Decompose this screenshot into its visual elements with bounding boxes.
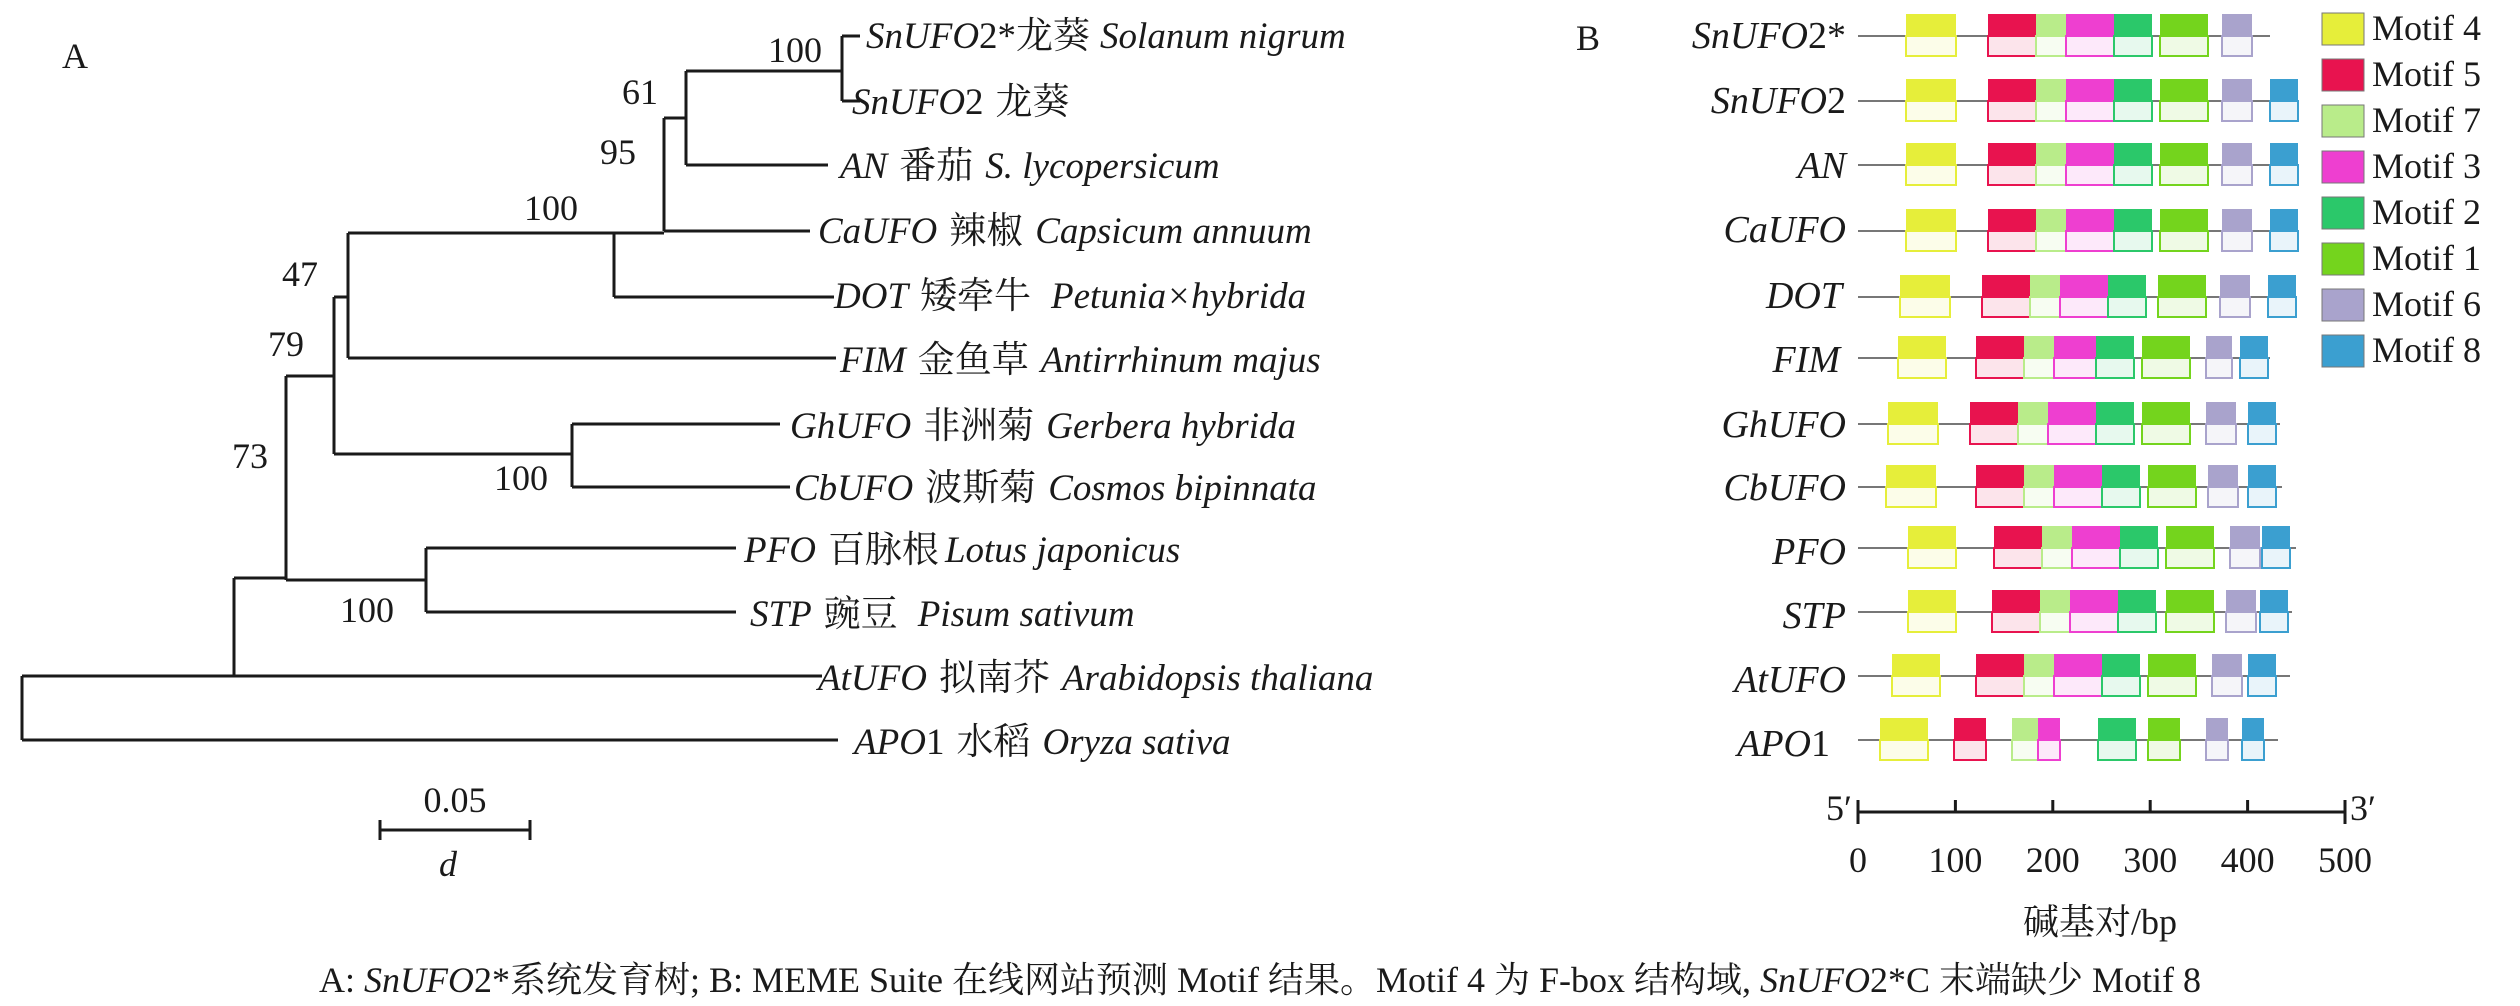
motif-4-shade [1906, 101, 1956, 121]
motif-7-shade [2030, 297, 2060, 317]
motif-2-shade [2120, 548, 2158, 568]
motif-7-shade [2036, 165, 2066, 185]
motif-3-block [2066, 209, 2114, 231]
leaf-label-apo1: APO1 水稻 Oryza sativa [854, 722, 1231, 763]
legend-label: Motif 6 [2372, 284, 2482, 324]
motif-row-label: CaUFO [1723, 209, 1846, 251]
motif-5-block [1976, 336, 2024, 358]
panel-a-label: A [62, 36, 88, 76]
motif-2-shade [2114, 231, 2152, 251]
motif-4-block [1898, 336, 1946, 358]
motif-8-shade [2248, 487, 2276, 507]
motif-1-block [2160, 79, 2208, 101]
leaf-label-snufo2-star: SnUFO2*龙葵 Solanum nigrum [866, 16, 1346, 57]
motif-7-shade [2042, 548, 2072, 568]
motif-7-shade [2012, 740, 2038, 760]
motif-7-block [2036, 209, 2066, 231]
motif-7-block [2040, 590, 2070, 612]
motif-6-shade [2230, 548, 2260, 568]
motif-6-shade [2222, 165, 2252, 185]
motif-6-block [2222, 209, 2252, 231]
motif-3-shade [2054, 676, 2102, 696]
figure-caption: A: SnUFO2*系统发育树; B: MEME Suite 在线网站预测 Motif 结果。Motif 4 为 F-box 结构域, SnUFO2*C 末端缺少 Motif 8 [318, 960, 2202, 1000]
motif-2-shade [2118, 612, 2156, 632]
motif-4-shade [1908, 548, 1956, 568]
leaf-label-cbufo: CbUFO 波斯菊 Cosmos bipinnata [794, 468, 1317, 509]
motif-row-label: PFO [1772, 531, 1846, 573]
motif-7-block [2042, 526, 2072, 548]
motif-7-block [2024, 465, 2054, 487]
motif-8-shade [2268, 297, 2296, 317]
motif-4-shade [1886, 487, 1936, 507]
motif-6-shade [2222, 101, 2252, 121]
motif-6-block [2222, 143, 2252, 165]
bootstrap-label: 100 [494, 458, 548, 498]
motif-6-block [2212, 654, 2242, 676]
motif-row [1858, 336, 2270, 378]
motif-7-shade [2024, 487, 2054, 507]
motif-6-shade [2212, 676, 2242, 696]
motif-5-block [1954, 718, 1986, 740]
motif-4-block [1908, 590, 1956, 612]
motif-1-shade [2166, 612, 2214, 632]
leaf-label-snufo2: SnUFO2 龙葵 [852, 82, 1070, 123]
motif-2-shade [2098, 740, 2136, 760]
motif-rows [1858, 14, 2298, 760]
motif-3-shade [2038, 740, 2060, 760]
motif-5-shade [1988, 101, 2036, 121]
motif-6-block [2206, 402, 2236, 424]
motif-4-shade [1898, 358, 1946, 378]
motif-row [1858, 718, 2278, 760]
motif-4-shade [1906, 231, 1956, 251]
motif-row [1858, 79, 2298, 121]
motif-8-block [2268, 275, 2296, 297]
leaf-label-stp: STP 豌豆 Pisum sativum [750, 594, 1135, 635]
motif-6-shade [2206, 740, 2228, 760]
motif-7-block [2024, 654, 2054, 676]
leaf-labels [743, 15, 1373, 763]
leaf-label-dot: DOT 矮牵牛 Petunia×hybrida [834, 276, 1307, 317]
motif-5-shade [1982, 297, 2030, 317]
scale-bar-value: 0.05 [423, 780, 487, 820]
motif-5-shade [1994, 548, 2042, 568]
motif-row [1858, 143, 2298, 185]
motif-2-block [2102, 654, 2140, 676]
motif-3-shade [2060, 297, 2108, 317]
bootstrap-values [232, 30, 822, 630]
motif-1-shade [2160, 231, 2208, 251]
motif-row [1858, 14, 2270, 56]
motif-5-block [1988, 14, 2036, 36]
motif-5-shade [1992, 612, 2040, 632]
bp-axis [1826, 788, 2376, 942]
motif-row [1858, 209, 2298, 251]
motif-8-block [2242, 718, 2264, 740]
motif-2-shade [2096, 424, 2134, 444]
motif-3-shade [2066, 165, 2114, 185]
motif-5-block [1982, 275, 2030, 297]
motif-6-block [2206, 336, 2232, 358]
branch-dot [614, 233, 834, 297]
motif-1-shade [2160, 165, 2208, 185]
motif-2-shade [2114, 101, 2152, 121]
legend-swatch-motif-4 [2322, 13, 2364, 45]
motif-3-block [2072, 526, 2120, 548]
axis-end-left: 5′ [1826, 788, 1852, 828]
motif-2-block [2096, 336, 2134, 358]
motif-1-shade [2142, 424, 2190, 444]
motif-8-shade [2260, 612, 2288, 632]
motif-3-shade [2066, 231, 2114, 251]
motif-1-block [2160, 209, 2208, 231]
motif-7-shade [2036, 36, 2066, 56]
motif-6-shade [2206, 358, 2232, 378]
motif-3-block [2054, 654, 2102, 676]
motif-row-label: APO1 [1737, 723, 1830, 765]
tree-branches [22, 36, 860, 740]
motif-row [1858, 465, 2282, 507]
motif-4-shade [1906, 165, 1956, 185]
motif-8-block [2248, 465, 2276, 487]
leaf-label-an: AN 番茄 S. lycopersicum [840, 146, 1220, 187]
motif-3-block [2054, 336, 2096, 358]
motif-8-shade [2248, 424, 2276, 444]
motif-row [1858, 402, 2280, 444]
motif-1-shade [2166, 548, 2214, 568]
motif-5-shade [1954, 740, 1986, 760]
motif-8-shade [2270, 231, 2298, 251]
motif-1-shade [2160, 36, 2208, 56]
legend-swatch-motif-3 [2322, 151, 2364, 183]
motif-8-shade [2242, 740, 2264, 760]
motif-8-block [2248, 654, 2276, 676]
branch-node79 [334, 297, 572, 454]
motif-6-shade [2220, 297, 2250, 317]
motif-3-block [2070, 590, 2118, 612]
legend-label: Motif 7 [2372, 100, 2482, 140]
motif-4-block [1892, 654, 1940, 676]
bootstrap-label: 79 [268, 324, 304, 364]
legend-swatch-motif-6 [2322, 289, 2364, 321]
motif-1-block [2148, 718, 2180, 740]
motif-5-block [1988, 143, 2036, 165]
motif-7-block [2036, 14, 2066, 36]
motif-5-block [1976, 654, 2024, 676]
motif-2-block [2114, 143, 2152, 165]
motif-5-shade [1988, 165, 2036, 185]
motif-row [1858, 590, 2292, 632]
branch-asteraceae [572, 424, 790, 487]
panel-b-label: B [1576, 18, 1601, 58]
motif-8-block [2270, 209, 2298, 231]
legend-label: Motif 4 [2372, 8, 2482, 48]
leaf-label-pfo: PFO 百脉根 Lotus japonicus [744, 530, 1181, 571]
legend-label: Motif 3 [2372, 146, 2482, 186]
motif-8-block [2240, 336, 2268, 358]
motif-3-shade [2054, 487, 2102, 507]
motif-2-block [2118, 590, 2156, 612]
motif-1-block [2166, 590, 2214, 612]
bootstrap-label: 47 [282, 254, 318, 294]
motif-6-shade [2208, 487, 2238, 507]
motif-3-shade [2054, 358, 2096, 378]
motif-6-block [2222, 79, 2252, 101]
motif-2-block [2114, 14, 2152, 36]
motif-4-block [1906, 143, 1956, 165]
motif-1-shade [2158, 297, 2206, 317]
motif-row [1858, 654, 2290, 696]
motif-5-shade [1976, 358, 2024, 378]
motif-row-label: SnUFO2* [1691, 15, 1846, 57]
axis-line [1858, 800, 2345, 824]
bootstrap-label: 95 [600, 132, 636, 172]
motif-2-block [2120, 526, 2158, 548]
motif-3-shade [2066, 101, 2114, 121]
motif-8-shade [2240, 358, 2268, 378]
motif-2-block [2102, 465, 2140, 487]
branch-atufo [234, 578, 822, 676]
motif-1-block [2160, 143, 2208, 165]
branch-node73 [286, 376, 426, 580]
motif-4-shade [1888, 424, 1938, 444]
motif-row-labels [1692, 15, 1849, 765]
motif-row-label: FIM [1772, 339, 1840, 381]
motif-4-shade [1880, 740, 1928, 760]
legend-label: Motif 1 [2372, 238, 2482, 278]
motif-7-shade [2036, 101, 2066, 121]
motif-3-block [2066, 79, 2114, 101]
motif-7-shade [2024, 358, 2054, 378]
motif-6-block [2220, 275, 2250, 297]
motif-2-shade [2102, 676, 2140, 696]
leaf-label-fim: FIM 金鱼草 Antirrhinum majus [840, 340, 1321, 381]
scale-bar [380, 780, 530, 884]
motif-4-shade [1892, 676, 1940, 696]
motif-4-shade [1908, 612, 1956, 632]
motif-4-block [1908, 526, 1956, 548]
motif-1-block [2158, 275, 2206, 297]
motif-3-block [2054, 465, 2102, 487]
motif-row-label: SnUFO2 [1710, 80, 1846, 122]
motif-4-block [1906, 79, 1956, 101]
motif-1-shade [2142, 358, 2190, 378]
motif-8-block [2270, 143, 2298, 165]
motif-7-shade [2024, 676, 2054, 696]
motif-8-block [2248, 402, 2276, 424]
motif-4-shade [1906, 36, 1956, 56]
motif-3-block [2066, 143, 2114, 165]
legend-label: Motif 2 [2372, 192, 2482, 232]
scale-bar-line [380, 820, 530, 840]
motif-5-block [1992, 590, 2040, 612]
motif-1-block [2166, 526, 2214, 548]
motif-8-shade [2270, 165, 2298, 185]
leaf-label-caufo: CaUFO 辣椒 Capsicum annuum [818, 211, 1312, 252]
bootstrap-label: 100 [524, 188, 578, 228]
motif-legend [2322, 8, 2481, 370]
motif-row-label: STP [1782, 595, 1846, 637]
motif-7-block [2024, 336, 2054, 358]
motif-2-block [2098, 718, 2136, 740]
scale-bar-unit: d [439, 844, 457, 884]
motif-2-block [2108, 275, 2146, 297]
motif-3-shade [2070, 612, 2118, 632]
motif-row [1858, 275, 2296, 317]
motif-row [1858, 526, 2296, 568]
axis-end-right: 3′ [2350, 788, 2376, 828]
motif-1-block [2142, 402, 2190, 424]
motif-5-block [1970, 402, 2018, 424]
motif-5-block [1976, 465, 2024, 487]
motif-3-block [2066, 14, 2114, 36]
motif-8-block [2260, 590, 2288, 612]
legend-swatch-motif-5 [2322, 59, 2364, 91]
legend-label: Motif 8 [2372, 330, 2482, 370]
motif-3-block [2038, 718, 2060, 740]
motif-8-block [2270, 79, 2298, 101]
bootstrap-label: 73 [232, 436, 268, 476]
axis-title: 碱基对/bp [2022, 902, 2178, 942]
motif-3-shade [2072, 548, 2120, 568]
motif-2-shade [2108, 297, 2146, 317]
motif-6-block [2226, 590, 2256, 612]
legend-swatch-motif-1 [2322, 243, 2364, 275]
bootstrap-label: 100 [340, 590, 394, 630]
motif-2-block [2114, 79, 2152, 101]
motif-2-block [2096, 402, 2134, 424]
motif-6-shade [2206, 424, 2236, 444]
motif-6-shade [2222, 231, 2252, 251]
branch-fabaceae [426, 548, 736, 612]
motif-row-label: AtUFO [1734, 659, 1846, 701]
motif-5-block [1994, 526, 2042, 548]
axis-tick-label: 100 [1928, 840, 1983, 880]
motif-7-shade [2040, 612, 2070, 632]
motif-7-shade [2036, 231, 2066, 251]
motif-7-block [2012, 718, 2038, 740]
motif-8-shade [2270, 101, 2298, 121]
motif-8-shade [2262, 548, 2290, 568]
legend-swatch-motif-8 [2322, 335, 2364, 367]
branch-an [686, 71, 842, 165]
axis-tick-label: 500 [2318, 840, 2372, 880]
motif-7-block [2018, 402, 2048, 424]
motif-2-block [2114, 209, 2152, 231]
axis-tick-label: 0 [1849, 840, 1867, 880]
motif-4-block [1906, 209, 1956, 231]
motif-5-shade [1988, 36, 2036, 56]
motif-5-shade [1976, 676, 2024, 696]
motif-3-block [2060, 275, 2108, 297]
legend-swatch-motif-2 [2322, 197, 2364, 229]
motif-6-block [2206, 718, 2228, 740]
axis-tick-label: 400 [2220, 840, 2275, 880]
motif-6-block [2222, 14, 2252, 36]
motif-8-block [2262, 526, 2290, 548]
motif-1-shade [2148, 740, 2180, 760]
branch-apo1 [22, 676, 838, 740]
motif-4-block [1880, 718, 1928, 740]
motif-1-block [2160, 14, 2208, 36]
motif-5-block [1988, 79, 2036, 101]
motif-7-block [2036, 79, 2066, 101]
motif-6-block [2230, 526, 2260, 548]
motif-8-shade [2248, 676, 2276, 696]
bootstrap-label: 61 [622, 72, 658, 112]
motif-3-block [2048, 402, 2096, 424]
motif-row-label: AN [1797, 145, 1846, 187]
motif-2-shade [2102, 487, 2140, 507]
motif-row-label: DOT [1765, 275, 1842, 317]
motif-5-shade [1976, 487, 2024, 507]
motif-5-shade [1988, 231, 2036, 251]
motif-1-shade [2160, 101, 2208, 121]
motif-1-block [2148, 465, 2196, 487]
motif-7-shade [2018, 424, 2048, 444]
motif-5-shade [1970, 424, 2018, 444]
motif-1-shade [2148, 487, 2196, 507]
motif-4-shade [1900, 297, 1950, 317]
motif-3-shade [2048, 424, 2096, 444]
leaf-label-ghufo: GhUFO 非洲菊 Gerbera hybrida [790, 406, 1296, 447]
motif-row-label: CbUFO [1723, 467, 1846, 509]
motif-6-shade [2222, 36, 2252, 56]
motif-1-shade [2148, 676, 2196, 696]
motif-7-block [2036, 143, 2066, 165]
leaf-label-atufo: AtUFO 拟南芥 Arabidopsis thaliana [818, 658, 1374, 699]
motif-2-shade [2114, 36, 2152, 56]
motif-4-block [1888, 402, 1938, 424]
motif-4-block [1906, 14, 1956, 36]
motif-1-block [2142, 336, 2190, 358]
motif-row-label: GhUFO [1721, 404, 1846, 446]
axis-tick-label: 300 [2123, 840, 2178, 880]
motif-6-shade [2226, 612, 2256, 632]
legend-swatch-motif-7 [2322, 105, 2364, 137]
bootstrap-label: 100 [768, 30, 822, 70]
motif-2-shade [2096, 358, 2134, 378]
axis-tick-label: 200 [2025, 840, 2080, 880]
motif-1-block [2148, 654, 2196, 676]
motif-5-block [1988, 209, 2036, 231]
motif-6-block [2208, 465, 2238, 487]
motif-4-block [1886, 465, 1936, 487]
motif-4-block [1900, 275, 1950, 297]
motif-3-shade [2066, 36, 2114, 56]
motif-2-shade [2114, 165, 2152, 185]
legend-label: Motif 5 [2372, 54, 2482, 94]
motif-7-block [2030, 275, 2060, 297]
